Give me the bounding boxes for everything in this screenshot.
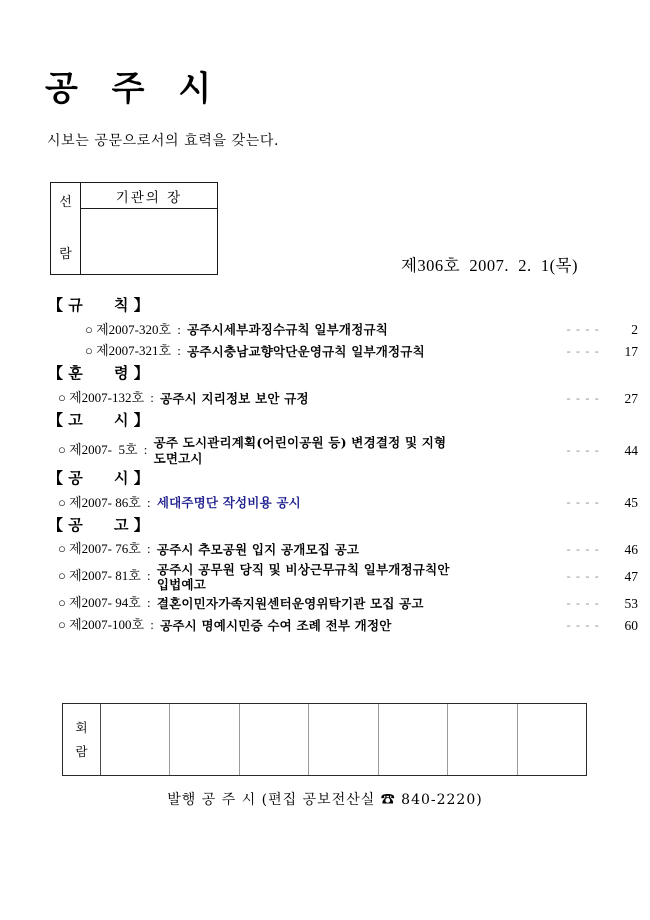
- approval-label-char-bottom: 람: [59, 247, 72, 262]
- circulation-label-cell: [63, 704, 101, 775]
- circulation-empty-cell[interactable]: [101, 704, 170, 775]
- toc-entry-title-line2: 입법예고: [156, 576, 206, 592]
- toc-entry[interactable]: [0, 615, 650, 637]
- toc-entry-number: ○ 제2007- 5호: [58, 442, 138, 458]
- issue-number-and-date: 제306호 2007. 2. 1(목): [400, 256, 578, 275]
- toc-entry-title[interactable]: [187, 344, 554, 359]
- toc-section-heading: 【 훈 령 】: [48, 364, 149, 383]
- toc-entry-number: ○ 제2007- 86호: [58, 494, 141, 510]
- toc-section: [0, 362, 650, 409]
- toc-entry-leader-dots: - - - -: [566, 390, 600, 405]
- toc-entry-number: ○ 제2007-100호: [58, 616, 145, 632]
- toc-entry-title[interactable]: [160, 618, 554, 633]
- approval-box-content: [81, 183, 217, 274]
- toc-entry-title[interactable]: [187, 322, 554, 337]
- toc-entry-colon: :: [147, 494, 151, 510]
- toc-entry-title-line1: 공주시 추모공원 입지 공개모집 공고: [156, 542, 360, 558]
- approval-label-char-top: 선: [59, 195, 72, 210]
- toc-section-heading: 【 규 칙 】: [48, 296, 149, 314]
- toc-entry-page-number: 46: [624, 542, 638, 557]
- toc-entry[interactable]: [0, 561, 650, 594]
- toc-entry-colon: :: [150, 616, 154, 632]
- toc-entry-page-number: 27: [624, 390, 638, 406]
- toc-entry-title-line2: 도면고시: [153, 450, 203, 466]
- toc-section: [0, 467, 650, 514]
- toc-section: [0, 409, 650, 467]
- toc-entry-list: [0, 319, 650, 362]
- toc-entry-number: ○ 제2007- 76호: [58, 541, 141, 557]
- circulation-label-char-bottom: 람: [75, 743, 88, 759]
- toc-entry-leader-dots: - - - -: [566, 343, 600, 358]
- toc-entry-list: [0, 388, 650, 410]
- toc-entry-leader-dots: - - - -: [566, 442, 600, 457]
- approval-box: [50, 182, 218, 275]
- page-title: 공 주 시: [45, 69, 223, 109]
- toc-entry-title[interactable]: [157, 562, 554, 593]
- approval-box-side-label: [51, 183, 81, 274]
- toc-section: [0, 514, 650, 636]
- toc-entry-number: ○ 제2007-321호: [85, 343, 172, 359]
- toc-entry-colon: :: [147, 595, 151, 611]
- toc-entry[interactable]: [0, 388, 650, 410]
- toc-entry-number: ○ 제2007- 81호: [58, 568, 141, 584]
- toc-entry-title-line1: 공주 도시관리계획(어린이공원 등) 변경결정 및 지형: [153, 435, 447, 451]
- circulation-empty-cell[interactable]: [448, 704, 517, 775]
- circulation-label-char-top: 회: [75, 719, 88, 735]
- toc-section-heading: 【 공 시 】: [48, 468, 149, 487]
- toc-entry-page-number: 45: [624, 495, 638, 511]
- toc-section-heading: 【 공 고 】: [48, 515, 149, 534]
- circulation-empty-cell[interactable]: [518, 704, 586, 775]
- toc-entry-list: [0, 539, 650, 636]
- toc-entry-leader-dots: - - - -: [566, 322, 600, 337]
- toc-entry[interactable]: [0, 434, 650, 467]
- table-of-contents: [0, 294, 650, 636]
- toc-entry-list: [0, 492, 650, 514]
- toc-entry-title[interactable]: [157, 495, 554, 510]
- toc-entry-colon: :: [147, 541, 151, 557]
- toc-entry-number: ○ 제2007- 94호: [58, 595, 141, 611]
- toc-entry-leader-dots: - - - -: [566, 596, 600, 611]
- approval-box-header: 기관의 장: [81, 183, 217, 209]
- toc-section: [0, 294, 650, 362]
- toc-entry-title-line1: 공주시 명예시민증 수여 조례 전부 개정안: [160, 617, 392, 633]
- toc-entry-page-number: 2: [631, 322, 638, 338]
- circulation-empty-cell[interactable]: [379, 704, 448, 775]
- toc-entry-title[interactable]: [157, 542, 554, 557]
- toc-entry-title-line1: 결혼이민자가족지원센터운영위탁기관 모집 공고: [156, 596, 424, 612]
- toc-entry-page-number: 44: [624, 442, 638, 458]
- toc-entry-leader-dots: - - - -: [566, 495, 600, 510]
- toc-entry-page-number: 53: [624, 596, 638, 612]
- toc-entry[interactable]: [0, 492, 650, 514]
- publisher-footer: 발행 공 주 시 (편집 공보전산실 ☎ 840-2220): [167, 792, 483, 808]
- toc-entry-colon: :: [150, 389, 154, 405]
- toc-entry-colon: :: [177, 321, 181, 337]
- toc-entry-colon: :: [177, 343, 181, 359]
- circulation-empty-cell[interactable]: [170, 704, 239, 775]
- toc-entry-title-line1: 세대주명단 작성비용 공시: [156, 495, 301, 511]
- toc-entry-title[interactable]: [157, 596, 554, 611]
- toc-entry-title[interactable]: [160, 391, 554, 406]
- toc-entry-leader-dots: - - - -: [566, 617, 600, 632]
- circulation-table: [62, 703, 587, 776]
- toc-entry[interactable]: [0, 539, 650, 561]
- toc-entry[interactable]: [0, 319, 650, 341]
- masthead-subtitle: 시보는 공문으로서의 효력을 갖는다.: [47, 133, 280, 149]
- toc-entry-colon: :: [147, 568, 151, 584]
- toc-entry-leader-dots: - - - -: [566, 542, 600, 557]
- toc-entry-title-line1: 공주시세부과징수규칙 일부개정규칙: [187, 322, 389, 338]
- toc-entry-colon: :: [143, 442, 148, 458]
- circulation-empty-cell[interactable]: [309, 704, 378, 775]
- toc-entry-title[interactable]: [154, 435, 554, 466]
- toc-entry-title-line1: 공주시 지리정보 보안 규정: [160, 390, 309, 406]
- toc-entry-page-number: 17: [624, 343, 638, 359]
- toc-entry-page-number: 60: [624, 617, 638, 633]
- toc-entry-title-line1: 공주시 공무원 당직 및 비상근무규칙 일부개정규칙안: [156, 561, 450, 577]
- toc-entry[interactable]: [0, 593, 650, 615]
- toc-entry[interactable]: [0, 341, 650, 363]
- toc-entry-leader-dots: - - - -: [566, 569, 600, 584]
- toc-entry-list: [0, 434, 650, 467]
- toc-entry-title-line1: 공주시충남교향악단운영규칙 일부개정규칙: [187, 343, 425, 359]
- toc-entry-number: ○ 제2007-132호: [58, 389, 145, 405]
- toc-section-heading: 【 고 시 】: [48, 411, 149, 430]
- circulation-empty-cell[interactable]: [240, 704, 309, 775]
- toc-entry-number: ○ 제2007-320호: [85, 321, 172, 337]
- toc-entry-page-number: 47: [624, 569, 638, 585]
- approval-box-signature-area: [81, 209, 217, 274]
